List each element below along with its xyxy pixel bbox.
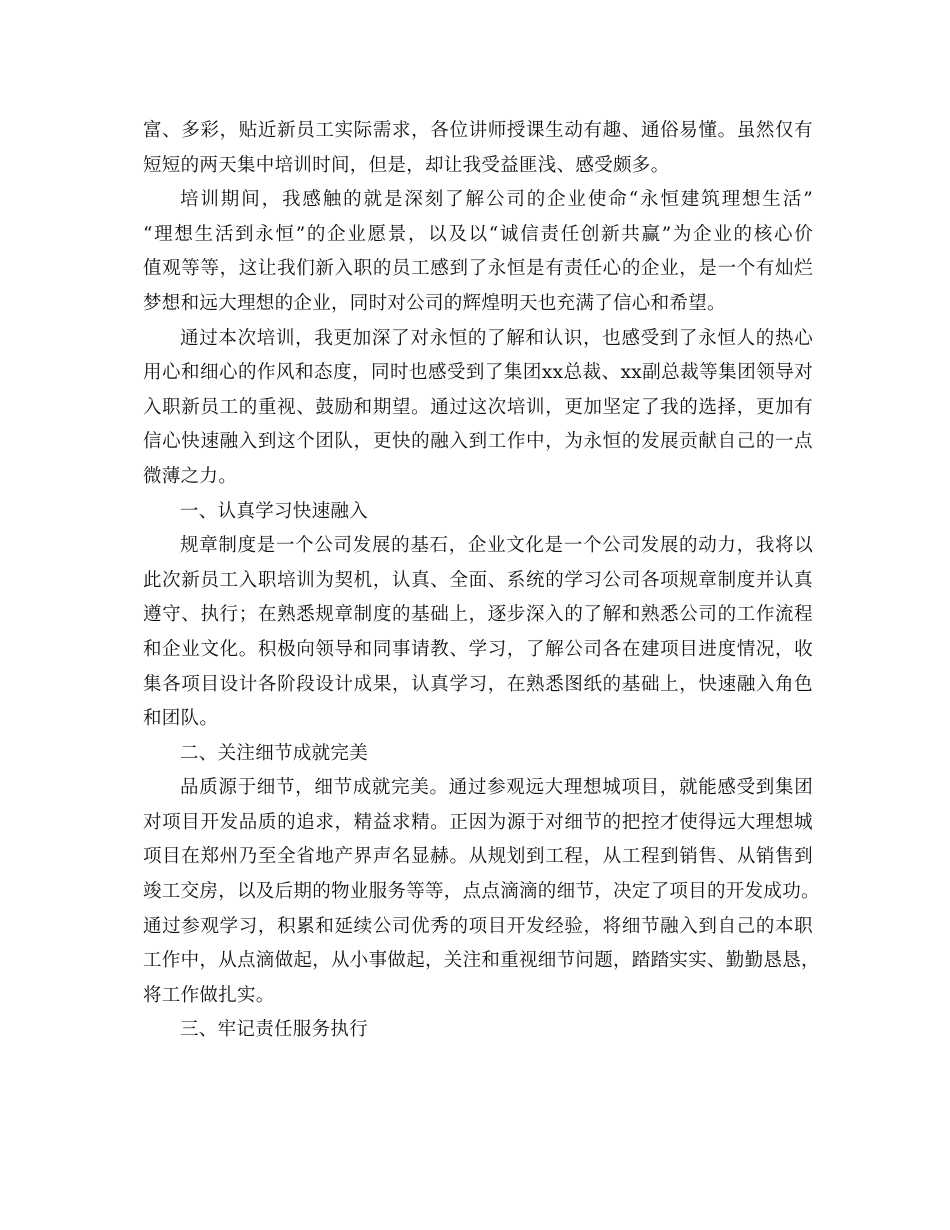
text-line: 入职新员工的重视、鼓励和期望。通过这次培训，更加坚定了我的选择，更加有 xyxy=(143,396,813,418)
text-line: 通过参观学习，积累和延续公司优秀的项目开发经验，将细节融入到自己的本职 xyxy=(143,915,813,937)
text-line: 规章制度是一个公司发展的基石，企业文化是一个公司发展的动力，我将以 xyxy=(180,535,813,557)
text-line: 二、关注细节成就完美 xyxy=(180,742,369,764)
text-line: 工作中，从点滴做起，从小事做起，关注和重视细节问题，踏踏实实、勤勤恳恳， xyxy=(143,950,820,972)
text-line: 用心和细心的作风和态度，同时也感受到了集团xx总裁、xx副总裁等集团领导对 xyxy=(143,362,813,384)
text-line: 和企业文化。积极向领导和同事请教、学习，了解公司各在建项目进度情况，收 xyxy=(143,638,813,660)
text-line: 培训期间，我感触的就是深刻了解公司的企业使命“永恒建筑理想生活” xyxy=(180,189,813,211)
text-line: 对项目开发品质的追求，精益求精。正因为源于对细节的把控才使得远大理想城 xyxy=(143,811,813,833)
text-line: 项目在郑州乃至全省地产界声名显赫。从规划到工程，从工程到销售、从销售到 xyxy=(143,846,813,868)
text-line: 品质源于细节，细节成就完美。通过参观远大理想城项目，就能感受到集团 xyxy=(180,777,813,799)
text-line: 竣工交房，以及后期的物业服务等等，点点滴滴的细节，决定了项目的开发成功。 xyxy=(143,881,820,903)
text-line: 梦想和远大理想的企业，同时对公司的辉煌明天也充满了信心和希望。 xyxy=(143,292,726,314)
text-line: 通过本次培训，我更加深了对永恒的了解和认识，也感受到了永恒人的热心 xyxy=(180,327,813,349)
text-line: “理想生活到永恒”的企业愿景，以及以“诚信责任创新共赢”为企业的核心价 xyxy=(143,223,813,245)
text-line: 此次新员工入职培训为契机，认真、全面、系统的学习公司各项规章制度并认真 xyxy=(143,569,813,591)
document-body xyxy=(143,114,820,1048)
text-line: 短短的两天集中培训时间，但是，却让我受益匪浅、感受颇多。 xyxy=(143,154,670,176)
text-line: 微薄之力。 xyxy=(143,465,238,487)
text-line: 值观等等，这让我们新入职的员工感到了永恒是有责任心的企业，是一个有灿烂 xyxy=(143,258,813,280)
text-line: 遵守、执行；在熟悉规章制度的基础上，逐步深入的了解和熟悉公司的工作流程 xyxy=(143,604,813,626)
text-line: 三、牢记责任服务执行 xyxy=(180,1019,369,1041)
text-line: 和团队。 xyxy=(143,708,219,730)
text-line: 富、多彩，贴近新员工实际需求，各位讲师授课生动有趣、通俗易懂。虽然仅有 xyxy=(143,120,813,141)
text-line: 一、认真学习快速融入 xyxy=(180,500,369,522)
text-line: 信心快速融入到这个团队，更快的融入到工作中，为永恒的发展贡献自己的一点 xyxy=(143,431,813,453)
text-line: 将工作做扎实。 xyxy=(143,984,275,1006)
text-line: 集各项目设计各阶段设计成果，认真学习，在熟悉图纸的基础上，快速融入角色 xyxy=(143,673,813,695)
